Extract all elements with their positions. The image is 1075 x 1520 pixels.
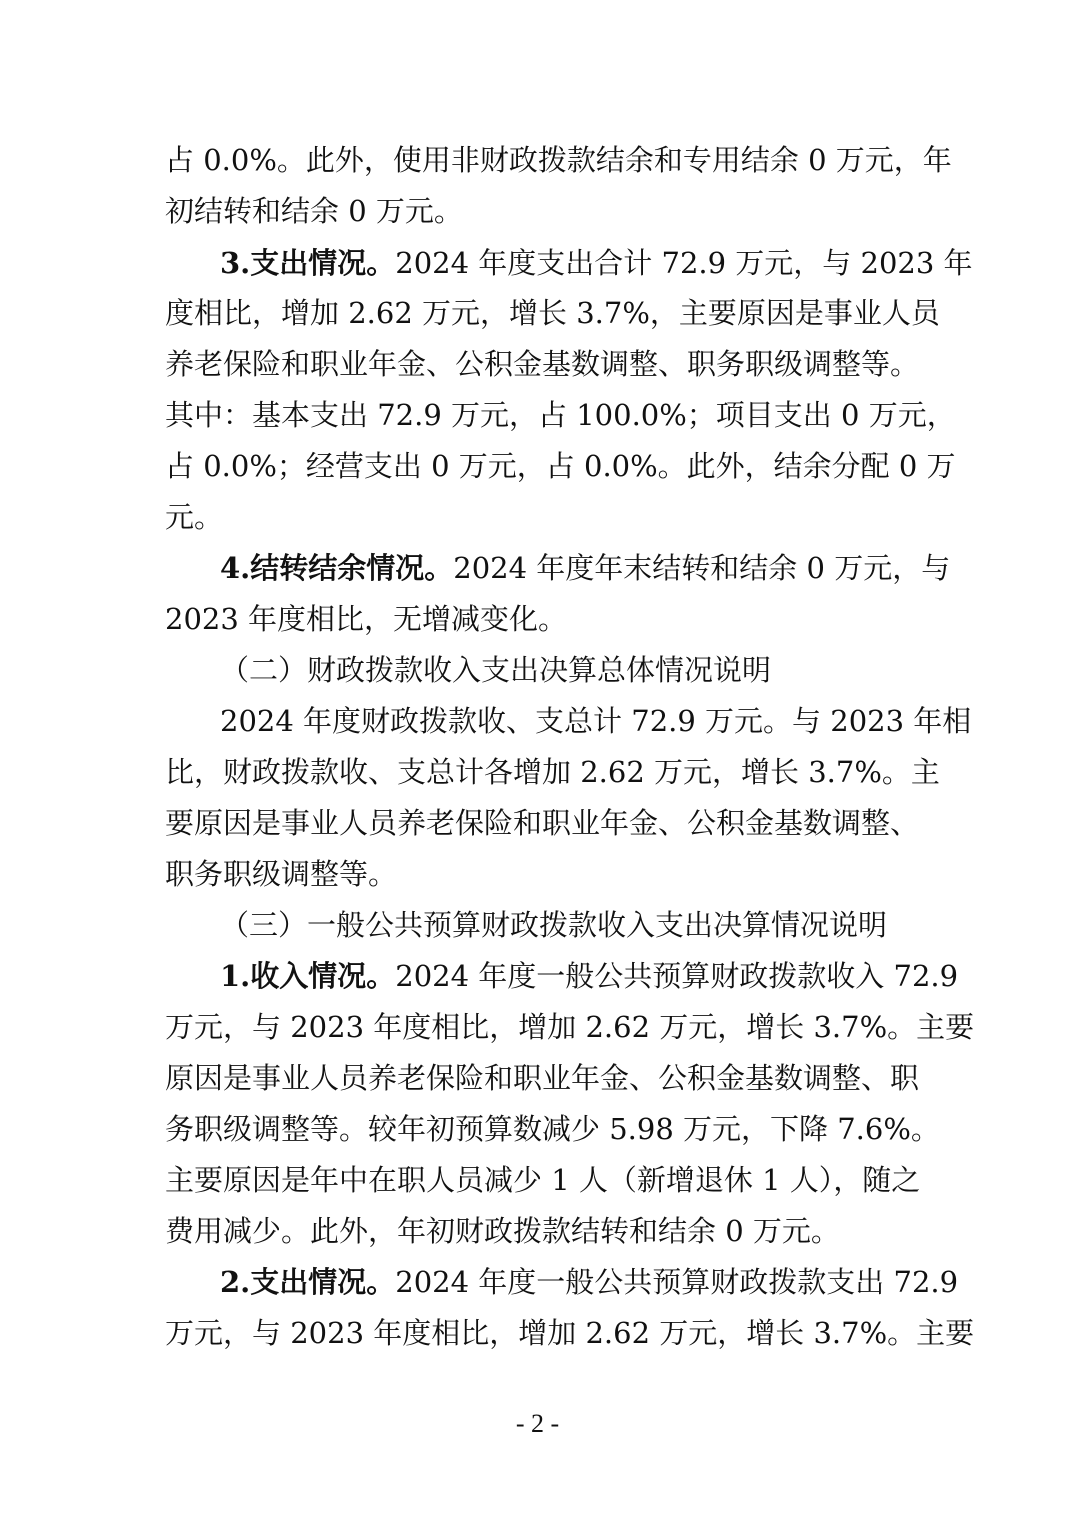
body-text-line: 原因是事业人员养老保险和职业年金、公积金基数调整、职 (165, 1061, 920, 1095)
body-text-line: 占 0.0%。此外，使用非财政拨款结余和专用结余 0 万元，年 (165, 143, 952, 177)
body-text-line: 费用减少。此外，年初财政拨款结转和结余 0 万元。 (165, 1214, 840, 1248)
body-text-line: 初结转和结余 0 万元。 (165, 194, 463, 228)
body-text-line: 占 0.0%；经营支出 0 万元，占 0.0%。此外，结余分配 0 万 (165, 449, 956, 483)
income-heading: 1.收入情况。 (220, 959, 396, 993)
expenditure-heading: 2.支出情况。 (220, 1265, 396, 1299)
body-text-line: 万元，与 2023 年度相比，增加 2.62 万元，增长 3.7%。主要 (165, 1010, 975, 1044)
page-number: - 2 - (515, 1409, 560, 1438)
paragraph-expenditure-first-line (220, 1262, 959, 1302)
body-text-line: 主要原因是年中在职人员减少 1 人（新增退休 1 人），随之 (165, 1163, 921, 1197)
body-text-line: 要原因是事业人员养老保险和职业年金、公积金基数调整、 (165, 806, 920, 840)
body-text-line: 2024 年度财政拨款收、支总计 72.9 万元。与 2023 年相 (220, 704, 972, 738)
body-text-line: 元。 (165, 500, 224, 534)
paragraph-4-first-line (220, 548, 951, 588)
body-text-line: 其中：基本支出 72.9 万元，占 100.0%；项目支出 0 万元， (165, 398, 956, 432)
body-text-line: 万元，与 2023 年度相比，增加 2.62 万元，增长 3.7%。主要 (165, 1316, 975, 1350)
body-text-line: 务职级调整等。较年初预算数减少 5.98 万元，下降 7.6%。 (165, 1112, 940, 1146)
paragraph-4-heading: 4.结转结余情况。 (220, 551, 454, 585)
body-text-line: 度相比，增加 2.62 万元，增长 3.7%，主要原因是事业人员 (165, 296, 940, 330)
body-text-span: 2024 年度一般公共预算财政拨款收入 72.9 (395, 959, 959, 993)
section-heading-2: （二）财政拨款收入支出决算总体情况说明 (220, 653, 772, 687)
body-text-span: 2024 年度年末结转和结余 0 万元，与 (453, 551, 951, 585)
paragraph-3-first-line (220, 243, 973, 283)
paragraph-income-first-line (220, 956, 959, 996)
body-text-line: 比，财政拨款收、支总计各增加 2.62 万元，增长 3.7%。主 (165, 755, 940, 789)
section-heading-3: （三）一般公共预算财政拨款收入支出决算情况说明 (220, 908, 888, 942)
body-text-span: 2024 年度一般公共预算财政拨款支出 72.9 (395, 1265, 959, 1299)
body-text-line: 职务职级调整等。 (165, 857, 398, 891)
body-text-line: 养老保险和职业年金、公积金基数调整、职务职级调整等。 (165, 347, 920, 381)
body-text-span: 2024 年度支出合计 72.9 万元，与 2023 年 (395, 246, 973, 280)
paragraph-3-heading: 3.支出情况。 (220, 246, 396, 280)
body-text-line: 2023 年度相比，无增减变化。 (165, 602, 568, 636)
